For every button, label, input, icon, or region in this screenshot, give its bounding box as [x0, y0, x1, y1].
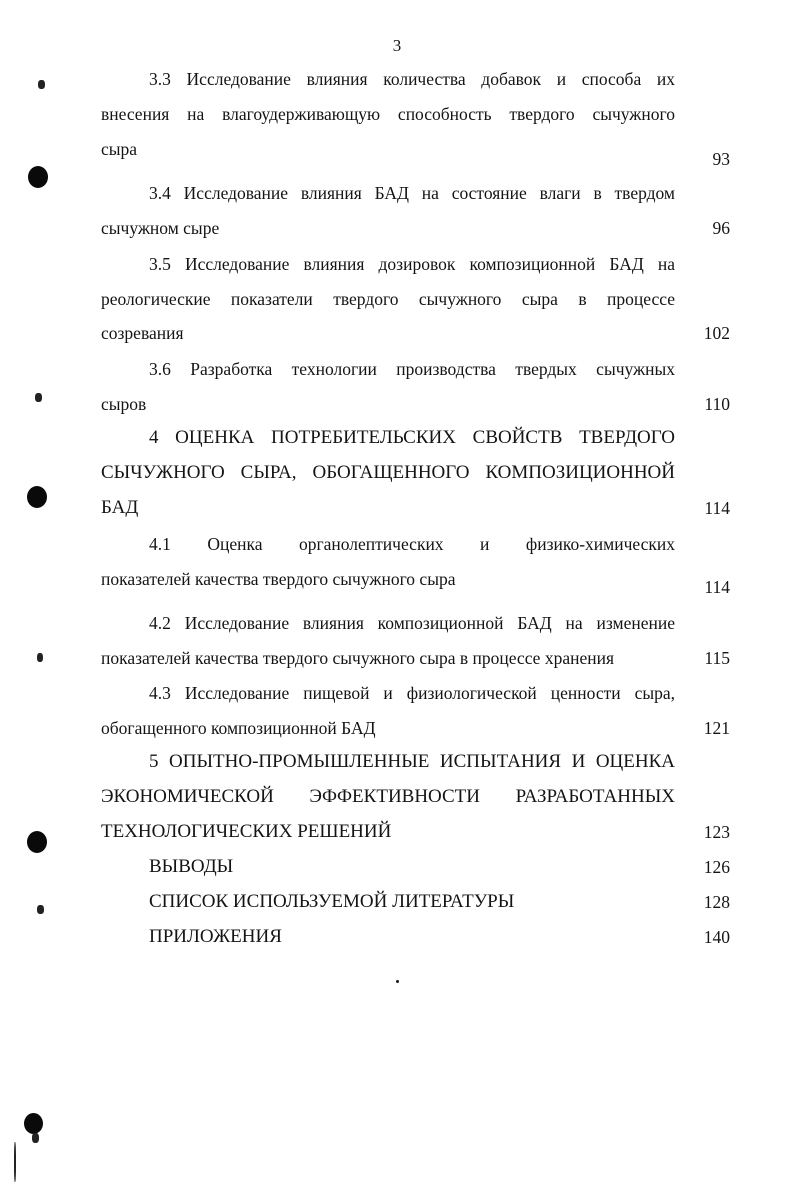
scan-speck	[396, 980, 399, 983]
toc-page-number: 121	[703, 718, 730, 738]
scan-speck	[32, 1133, 39, 1143]
toc-chapter-text: ВЫВОДЫ	[149, 856, 234, 877]
toc-entry-text: 3.3 Исследование влияния количества добавок и способа их	[149, 69, 675, 89]
toc-entry-text: 3.5 Исследование влияния дозировок композиционной БАД на	[149, 254, 675, 274]
toc-page-number: 110	[704, 394, 730, 414]
scan-speck	[35, 393, 42, 402]
toc-chapter-text: 4 ОЦЕНКА ПОТРЕБИТЕЛЬСКИХ СВОЙСТВ ТВЕРДОГО	[149, 427, 675, 448]
toc-entry-text: реологические показатели твердого сычужного сыра в процессе	[101, 289, 675, 309]
toc-page-number: 123	[703, 822, 730, 842]
toc-page-number: 93	[712, 149, 730, 169]
toc-page-number: 96	[712, 218, 730, 238]
toc-entry-text: показателей качества твердого сычужного сыра в процессе хранения	[101, 648, 614, 668]
page-number: 3	[392, 36, 402, 55]
toc-chapter-text: БАД	[101, 497, 139, 518]
toc-page-number: 114	[704, 577, 730, 597]
scan-speck	[38, 80, 45, 89]
toc-entry-text: сыров	[101, 394, 147, 414]
toc-entry-text: обогащенного композиционной БАД	[101, 718, 376, 738]
binding-hole-mark	[24, 1113, 43, 1134]
scan-speck	[37, 653, 43, 662]
scan-speck	[37, 905, 44, 914]
scan-line	[14, 1142, 16, 1182]
toc-entry-text: сычужном сыре	[101, 218, 220, 238]
toc-page-number: 115	[704, 648, 730, 668]
toc-chapter-text: ЭКОНОМИЧЕСКОЙ ЭФФЕКТИВНОСТИ РАЗРАБОТАННЫХ	[101, 786, 675, 807]
toc-entry-text: созревания	[101, 323, 184, 343]
binding-hole-mark	[27, 486, 47, 508]
binding-hole-mark	[27, 831, 47, 853]
toc-entry-text: 3.6 Разработка технологии производства твердых сычужных	[149, 359, 675, 379]
toc-page-number: 114	[704, 498, 730, 518]
binding-hole-mark	[28, 166, 48, 188]
toc-entry-text: 4.3 Исследование пищевой и физиологической ценности сыра,	[149, 683, 675, 703]
toc-entry-text: 4.2 Исследование влияния композиционной БАД на изменение	[149, 613, 675, 633]
toc-chapter-text: ТЕХНОЛОГИЧЕСКИХ РЕШЕНИЙ	[101, 821, 392, 842]
toc-page-number: 126	[703, 857, 730, 877]
toc-chapter-text: ПРИЛОЖЕНИЯ	[149, 926, 282, 947]
toc-entry-text: внесения на влагоудерживающую способность твердого сычужного	[101, 104, 675, 124]
toc-page-number: 128	[703, 892, 730, 912]
toc-entry-text: сыра	[101, 139, 138, 159]
toc-page-number: 102	[703, 323, 730, 343]
toc-chapter-text: СПИСОК ИСПОЛЬЗУЕМОЙ ЛИТЕРАТУРЫ	[149, 891, 515, 912]
toc-entry-text: показателей качества твердого сычужного сыра	[101, 569, 456, 589]
toc-chapter-text: 5 ОПЫТНО-ПРОМЫШЛЕННЫЕ ИСПЫТАНИЯ И ОЦЕНКА	[149, 751, 675, 772]
toc-page-number: 140	[703, 927, 730, 947]
toc-entry-text: 4.1 Оценка органолептических и физико-химических	[149, 534, 675, 554]
toc-chapter-text: СЫЧУЖНОГО СЫРА, ОБОГАЩЕННОГО КОМПОЗИЦИОННОЙ	[101, 462, 675, 483]
toc-entry-text: 3.4 Исследование влияния БАД на состояние влаги в твердом	[149, 183, 675, 203]
